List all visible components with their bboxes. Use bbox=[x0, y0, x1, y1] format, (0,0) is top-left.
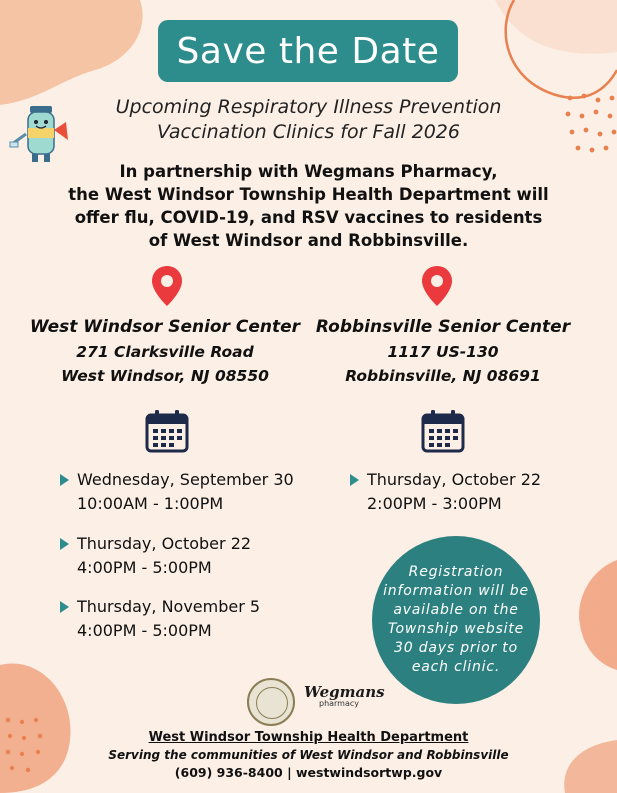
venue-address-line-2: Robbinsville, NJ 08691 bbox=[345, 367, 541, 385]
venue-address-line-2: West Windsor, NJ 08550 bbox=[61, 367, 269, 385]
calendar-icon bbox=[420, 408, 466, 454]
location-pin-icon bbox=[150, 264, 184, 308]
registration-line: each clinic. bbox=[411, 659, 501, 675]
clinic-time: 2:00PM - 3:00PM bbox=[367, 494, 502, 513]
decor-blob-top-left bbox=[0, 0, 150, 110]
venue-address-line-1: 1117 US-130 bbox=[387, 343, 499, 361]
clinic-day: Thursday, November 5 bbox=[77, 597, 261, 616]
venue-address-line-1: 271 Clarksville Road bbox=[76, 343, 254, 361]
decor-dots-bottom-left bbox=[0, 712, 60, 782]
save-the-date-banner: Save the Date bbox=[158, 20, 458, 82]
registration-line: Township website bbox=[387, 621, 525, 637]
decor-blob-right-middle bbox=[570, 560, 617, 670]
decor-dots-right bbox=[560, 88, 617, 168]
footer-contact: (609) 936-8400 | westwindsortwp.gov bbox=[174, 765, 443, 780]
registration-line: 30 days prior to bbox=[394, 640, 518, 656]
registration-line: available on the bbox=[393, 602, 519, 618]
venue-name: West Windsor Senior Center bbox=[29, 317, 301, 337]
intro-line-2: the West Windsor Township Health Department will bbox=[68, 185, 549, 204]
clinic-day: Thursday, October 22 bbox=[367, 470, 542, 489]
intro-line-1: In partnership with Wegmans Pharmacy, bbox=[119, 162, 498, 181]
intro-line-3: offer flu, COVID-19, and RSV vaccines to residents bbox=[74, 208, 543, 227]
wegmans-sub: pharmacy bbox=[318, 699, 360, 708]
township-seal-icon bbox=[247, 678, 295, 726]
clinic-slot bbox=[60, 532, 251, 580]
intro-line-4: of West Windsor and Robbinsville. bbox=[148, 231, 469, 250]
calendar-icon bbox=[144, 408, 190, 454]
clinic-time: 4:00PM - 5:00PM bbox=[77, 558, 212, 577]
venue-robbinsville bbox=[312, 317, 574, 385]
footer-serving: Serving the communities of West Windsor and Robbinsville bbox=[108, 748, 509, 762]
footer-department: West Windsor Township Health Department bbox=[148, 730, 469, 745]
clinic-slot bbox=[60, 595, 260, 643]
registration-line: Registration bbox=[408, 564, 504, 580]
registration-line: information will be bbox=[383, 583, 529, 599]
subtitle-line-1: Upcoming Respiratory Illness Prevention bbox=[115, 96, 502, 118]
clinic-slot bbox=[350, 468, 541, 516]
clinic-day: Wednesday, September 30 bbox=[77, 470, 294, 489]
bullet-arrow-icon bbox=[60, 474, 69, 486]
bullet-arrow-icon bbox=[350, 474, 359, 486]
wegmans-name: Wegmans bbox=[304, 683, 385, 701]
clinic-slot bbox=[60, 468, 294, 516]
venue-west-windsor bbox=[20, 317, 310, 385]
location-pin-icon bbox=[420, 264, 454, 308]
clinic-time: 4:00PM - 5:00PM bbox=[77, 621, 212, 640]
registration-notice bbox=[372, 536, 540, 704]
wegmans-logo bbox=[304, 683, 385, 708]
bullet-arrow-icon bbox=[60, 601, 69, 613]
venue-name: Robbinsville Senior Center bbox=[315, 317, 571, 337]
footer bbox=[80, 730, 537, 780]
clinic-time: 10:00AM - 1:00PM bbox=[77, 494, 224, 513]
bullet-arrow-icon bbox=[60, 538, 69, 550]
clinic-day: Thursday, October 22 bbox=[77, 534, 252, 553]
decor-blob-bottom-right bbox=[540, 740, 617, 793]
subtitle-line-2: Vaccination Clinics for Fall 2026 bbox=[157, 121, 460, 143]
